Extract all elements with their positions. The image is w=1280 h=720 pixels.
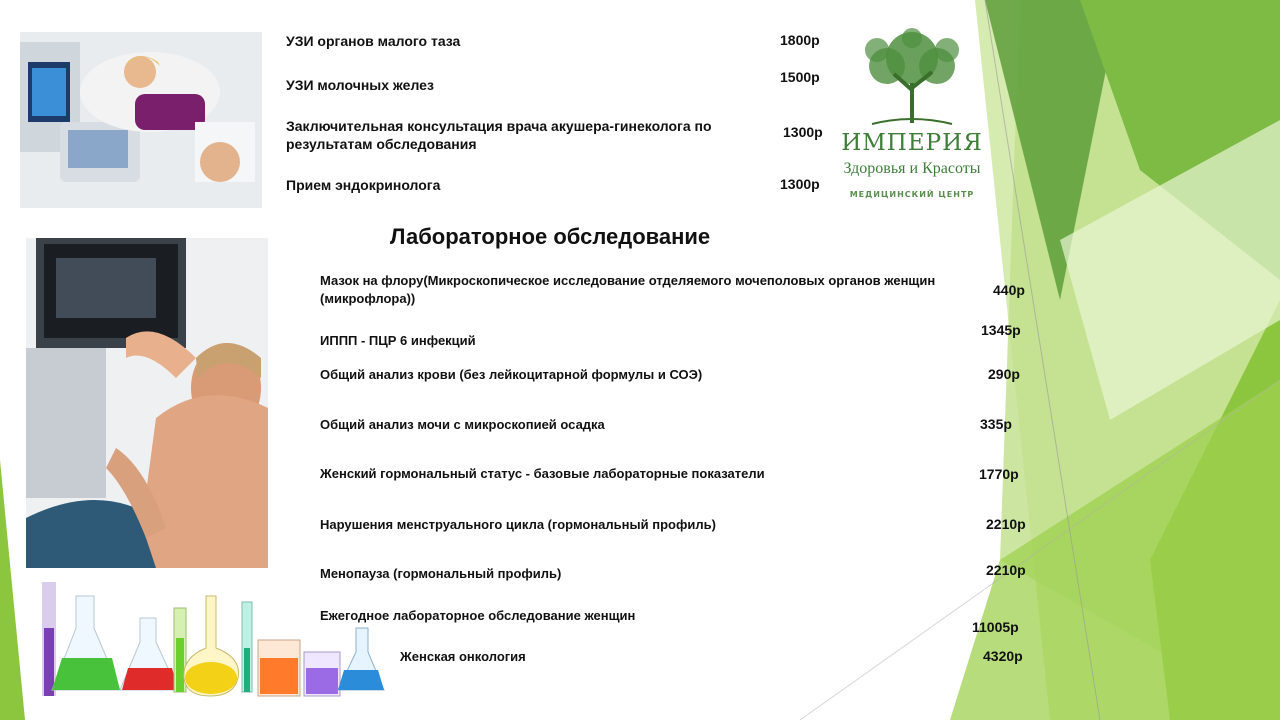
ultrasound-photo — [20, 32, 262, 208]
lab-item-name: Женская онкология — [400, 649, 526, 664]
lab-item-name: ИППП - ПЦР 6 инфекций — [320, 333, 476, 348]
lab-item-price: 290р — [988, 366, 1020, 382]
lab-item-name: Общий анализ мочи с микроскопией осадка — [320, 417, 605, 432]
lab-item-price: 4320р — [983, 648, 1023, 664]
lab-item-price: 1345р — [981, 322, 1021, 338]
lab-item-price: 11005р — [972, 619, 1019, 635]
lab-item-price: 1770р — [979, 466, 1019, 482]
lab-flasks-photo — [38, 578, 388, 700]
lab-item-price: 440р — [993, 282, 1025, 298]
service-name: УЗИ органов малого таза — [286, 33, 461, 49]
service-name: Прием эндокринолога — [286, 177, 441, 193]
lab-item-price: 2210р — [986, 562, 1026, 578]
lab-item-name: Женский гормональный статус - базовые лабораторные показатели — [320, 466, 765, 481]
section-title: Лабораторное обследование — [390, 224, 711, 249]
lab-item-name: Ежегодное лабораторное обследование женщин — [320, 608, 636, 623]
brand-logo — [832, 28, 992, 208]
breast-ultrasound-photo — [26, 238, 268, 568]
lab-item-price: 335р — [980, 416, 1012, 432]
logo-title: ИМПЕРИЯ — [841, 130, 983, 156]
service-name: Заключительная консультация врача акушера-гинеколога по результатам обследования — [286, 118, 712, 152]
lab-item-name: Нарушения менструального цикла (гормональный профиль) — [320, 517, 716, 532]
service-price: 1500р — [780, 69, 820, 85]
service-price: 1300р — [780, 176, 820, 192]
service-name: УЗИ молочных желез — [286, 77, 434, 93]
logo-tagline: МЕДИЦИНСКИЙ ЦЕНТР — [849, 190, 975, 199]
lab-item-name: Общий анализ крови (без лейкоцитарной формулы и СОЭ) — [320, 367, 703, 382]
lab-item-name: Менопауза (гормональный профиль) — [320, 566, 562, 581]
lab-item-price: 2210р — [986, 516, 1026, 532]
service-price: 1800р — [780, 32, 820, 48]
service-price: 1300р — [783, 124, 823, 140]
tree-icon — [832, 28, 992, 128]
lab-item-name: Мазок на флору(Микроскопическое исследование отделяемого мочеполовых органов женщин (микрофлора)) — [320, 273, 936, 306]
logo-subtitle: Здоровья и Красоты — [843, 160, 981, 177]
